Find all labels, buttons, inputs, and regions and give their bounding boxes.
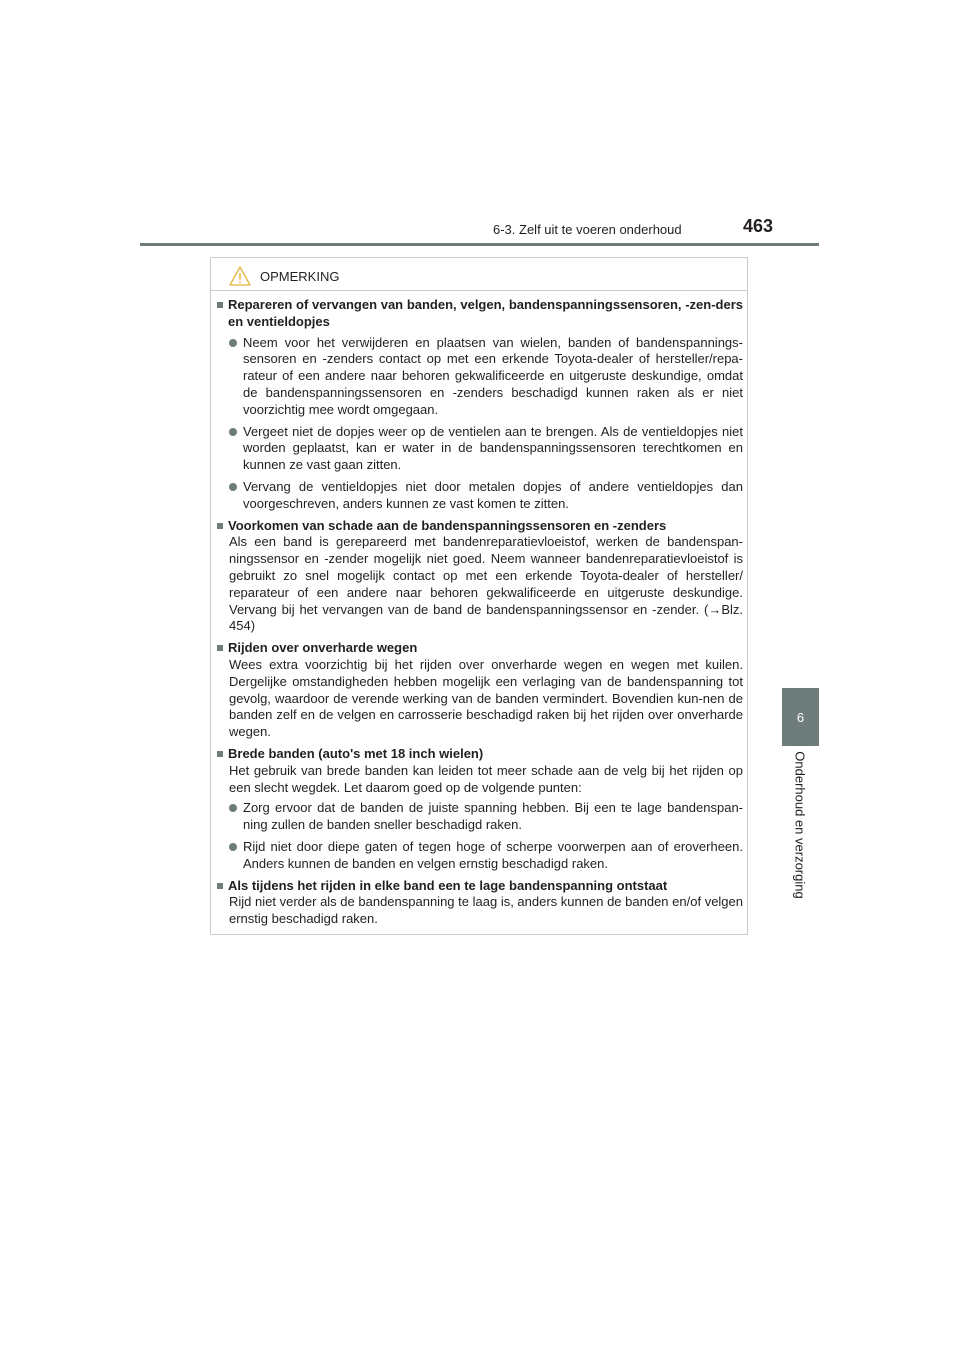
section-body: Rijd niet verder als de bandenspanning te laag is, anders kunnen de banden en/of velgen ernstig beschadigd raken.	[229, 894, 743, 927]
chapter-tab[interactable]	[782, 688, 819, 746]
chapter-title: Onderhoud en verzorging	[792, 751, 808, 899]
notice-section	[217, 640, 743, 741]
round-bullet-icon	[229, 843, 237, 851]
notice-content	[217, 297, 743, 933]
page-number: 463	[743, 216, 774, 236]
list-item: Vergeet niet de dopjes weer op de ventielen aan te brengen. Als de ventieldopjes niet worden geplaatst, kan er water in de bandenspanningssensoren terechtkomen en kunnen ze vast gaan zitten.	[229, 424, 743, 474]
notice-title: OPMERKING	[260, 268, 340, 284]
notice-header	[229, 262, 339, 290]
square-bullet-icon	[217, 883, 223, 889]
square-bullet-icon	[217, 645, 223, 651]
round-bullet-icon	[229, 339, 237, 347]
section-heading: Brede banden (auto's met 18 inch wielen)	[228, 745, 484, 761]
section-body: Als een band is gerepareerd met bandenreparatievloeistof, werken de bandenspan-ningssensor en -zender mogelijk niet goed. Neem wanneer bandenreparatievloeistof is gebruikt zo snel mogelijk contact op met een erkende Toyota-dealer of hersteller/ reparateur of een andere naar behoren gekwalificeerde en uitgeruste deskundige. Vervang bij het vervangen van de band de bandenspanningssensor en -zender. (→Blz. 454)	[229, 534, 743, 634]
list-item: Vervang de ventieldopjes niet door metalen dopjes of andere ventieldopjes dan voorgeschreven, anders kunnen ze vast komen te zitten.	[229, 479, 743, 513]
notice-section	[217, 746, 743, 873]
notice-box	[210, 257, 748, 935]
header-divider	[140, 243, 819, 246]
warning-triangle-icon	[229, 266, 251, 286]
section-heading: Rijden over onverharde wegen	[228, 640, 418, 656]
notice-section	[217, 518, 743, 636]
round-bullet-icon	[229, 804, 237, 812]
notice-section	[217, 878, 743, 928]
notice-divider	[211, 290, 747, 291]
round-bullet-icon	[229, 483, 237, 491]
square-bullet-icon	[217, 751, 223, 757]
section-body: Het gebruik van brede banden kan leiden tot meer schade aan de velg bij het rijden op een slecht wegdek. Let daarom goed op de volgende punten:	[229, 762, 743, 795]
square-bullet-icon	[217, 523, 223, 529]
section-heading: Voorkomen van schade aan de bandenspanningssensoren en -zenders	[228, 517, 667, 533]
square-bullet-icon	[217, 302, 223, 308]
list-item: Zorg ervoor dat de banden de juiste spanning hebben. Bij een te lage bandenspan-ning zullen de banden sneller beschadigd raken.	[229, 800, 743, 834]
section-heading: Repareren of vervangen van banden, velgen, bandenspanningssensoren, -zen-ders en ventieldopjes	[228, 297, 743, 329]
section-title: 6-3. Zelf uit te voeren onderhoud	[493, 222, 682, 237]
chapter-number: 6	[796, 709, 805, 725]
round-bullet-icon	[229, 428, 237, 436]
section-body: Wees extra voorzichtig bij het rijden over onverharde wegen en wegen met kuilen. Dergelijke omstandigheden hebben mogelijk een verlaging van de bandenspanning tot gevolg, waardoor de verende werking van de banden vermindert. Bovendien kun-nen de banden zelf en de velgen en carrosserie beschadigd raken bij het rijden over onverharde wegen.	[229, 656, 743, 740]
section-heading: Als tijdens het rijden in elke band een te lage bandenspanning ontstaat	[228, 877, 668, 893]
list-item: Neem voor het verwijderen en plaatsen van wielen, banden of bandenspannings-sensoren en -zenders contact op met een erkende Toyota-dealer of hersteller/repa-rateur of een andere naar behoren gekwalificeerde en uitgeruste deskundige, omdat de bandenspanningssensoren en -zenders beschadigd kunnen raken als er niet voorzichtig mee wordt omgegaan.	[229, 335, 743, 419]
notice-section	[217, 297, 743, 513]
list-item: Rijd niet door diepe gaten of tegen hoge of scherpe voorwerpen aan of eroverheen. Anders kunnen de banden en velgen ernstig beschadigd raken.	[229, 839, 743, 873]
